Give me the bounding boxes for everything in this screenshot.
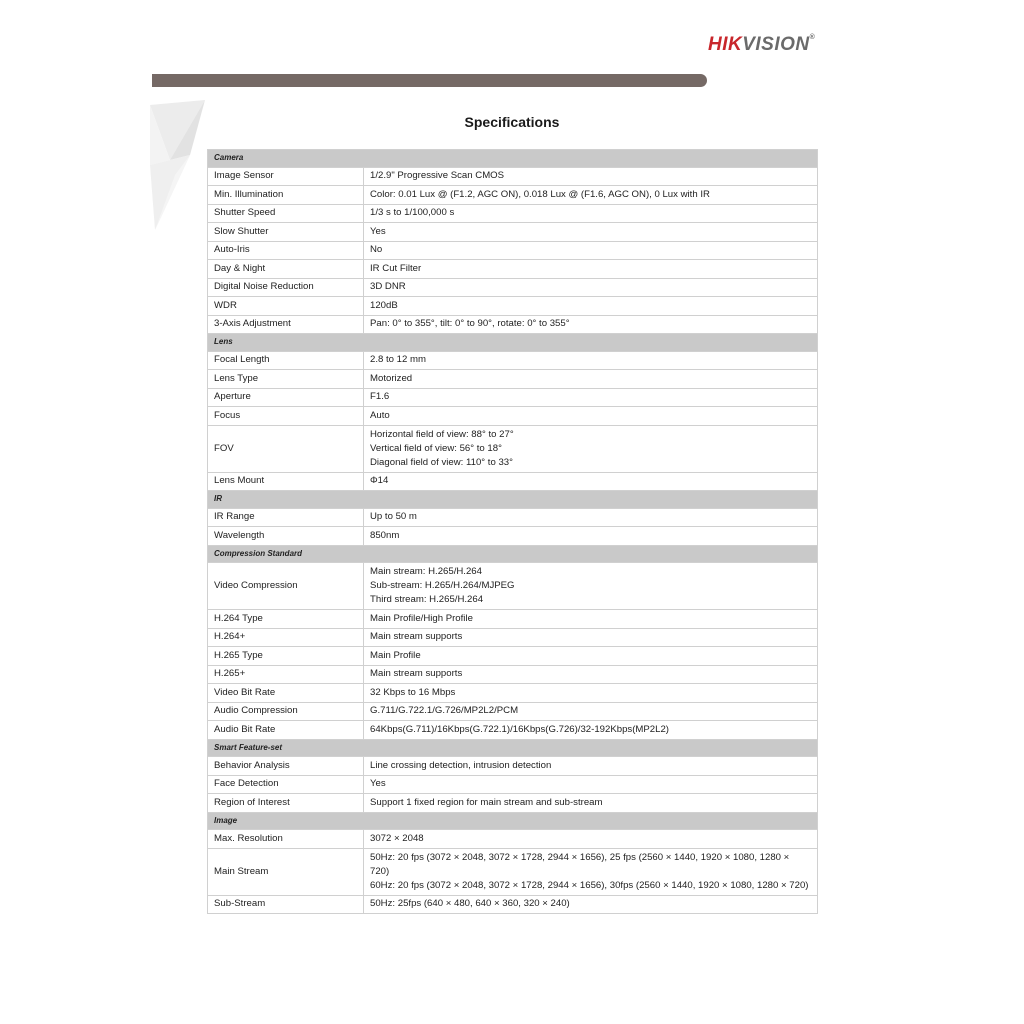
section-header [208,491,818,509]
spec-key: Region of Interest [208,794,364,813]
section-header [208,739,818,757]
spec-key: Behavior Analysis [208,757,364,776]
spec-value-line: Yes [370,778,386,790]
section-title: Lens [208,334,818,352]
spec-value [364,508,818,527]
section-title: Image [208,812,818,830]
spec-value-line: IR Cut Filter [370,262,422,274]
table-row [208,508,818,527]
spec-value [364,388,818,407]
spec-value [364,830,818,849]
spec-value [364,407,818,426]
spec-value-line: 50Hz: 25fps (640 × 480, 640 × 360, 320 × 240) [370,898,570,910]
table-row [208,527,818,546]
spec-value-line: Pan: 0° to 355°, tilt: 0° to 90°, rotate: 0° to 355° [370,318,570,330]
spec-key: Min. Illumination [208,186,364,205]
registered-mark: ® [809,34,816,41]
table-row [208,351,818,370]
spec-value-line: F1.6 [370,391,390,403]
spec-key: Video Bit Rate [208,684,364,703]
spec-value-line: Sub-stream: H.265/H.264/MJPEG [370,580,515,591]
table-row [208,848,818,895]
table-row [208,665,818,684]
spec-key: Auto-Iris [208,241,364,260]
spec-value-line: Auto [370,409,390,421]
spec-value-line: 850nm [370,529,400,541]
table-row [208,167,818,186]
table-row [208,388,818,407]
spec-value [364,684,818,703]
spec-value-line: Main stream supports [370,668,463,680]
page-title: Specifications [464,114,560,130]
section-title: Smart Feature-set [208,739,818,757]
specifications-table [207,149,818,914]
spec-value-line: Main Profile [370,649,421,661]
spec-value [364,527,818,546]
spec-key: 3-Axis Adjustment [208,315,364,334]
spec-value [364,223,818,242]
spec-key: Slow Shutter [208,223,364,242]
table-row [208,425,818,472]
table-row [208,721,818,740]
spec-key: Main Stream [208,848,364,895]
table-row [208,223,818,242]
spec-key: H.264+ [208,628,364,647]
table-row [208,702,818,721]
logo-part-gray: VISION [742,34,810,55]
section-header [208,545,818,563]
spec-value-line: Support 1 fixed region for main stream and sub-stream [370,796,603,808]
spec-value [364,895,818,914]
spec-key: Lens Type [208,370,364,389]
spec-value [364,721,818,740]
spec-key: FOV [208,425,364,472]
spec-key: H.265+ [208,665,364,684]
spec-value [364,794,818,813]
table-row [208,472,818,491]
spec-key: Aperture [208,388,364,407]
table-row [208,794,818,813]
spec-value [364,757,818,776]
spec-key: Max. Resolution [208,830,364,849]
table-row [208,610,818,629]
spec-value [364,204,818,223]
table-row [208,315,818,334]
spec-value-line: 1/2.9" Progressive Scan CMOS [370,170,505,182]
spec-value [364,628,818,647]
header-bar [152,74,707,87]
spec-value-line: 60Hz: 20 fps (3072 × 2048, 3072 × 1728, 2944 × 1656), 30fps (2560 × 1440, 1920 × 1080, 1280 × 720) [370,879,809,891]
spec-key: IR Range [208,508,364,527]
table-row [208,204,818,223]
table-row [208,563,818,610]
table-row [208,241,818,260]
spec-value-line: 64Kbps(G.711)/16Kbps(G.722.1)/16Kbps(G.726)/32-192Kbps(MP2L2) [370,723,669,735]
table-row [208,895,818,914]
spec-value [364,563,818,610]
spec-value [364,278,818,297]
spec-key: Audio Bit Rate [208,721,364,740]
spec-value [364,425,818,472]
table-row [208,757,818,776]
spec-key: Image Sensor [208,167,364,186]
spec-value [364,775,818,794]
spec-key: Video Compression [208,563,364,610]
spec-value [364,351,818,370]
hikvision-logo [708,34,815,56]
spec-value-line: Up to 50 m [370,511,417,523]
spec-value [364,370,818,389]
spec-key: Sub-Stream [208,895,364,914]
spec-value-line: Horizontal field of view: 88° to 27° [370,428,514,440]
spec-value-line: 3072 × 2048 [370,832,424,844]
section-title: IR [208,491,818,509]
spec-key: H.265 Type [208,647,364,666]
logo-part-red: HIK [708,34,743,55]
spec-value [364,472,818,491]
spec-value [364,260,818,279]
spec-value-line: Third stream: H.265/H.264 [370,594,484,605]
spec-value-line: Vertical field of view: 56° to 18° [370,442,502,454]
spec-value [364,167,818,186]
section-header [208,150,818,168]
section-header [208,812,818,830]
spec-value [364,610,818,629]
spec-value [364,241,818,260]
spec-value-line: No [370,244,383,256]
spec-value [364,186,818,205]
table-row [208,407,818,426]
spec-value-line: 1/3 s to 1/100,000 s [370,207,455,219]
table-row [208,775,818,794]
spec-value-line: 32 Kbps to 16 Mbps [370,686,456,698]
spec-value [364,848,818,895]
spec-key: Focal Length [208,351,364,370]
spec-key: Lens Mount [208,472,364,491]
spec-key: Shutter Speed [208,204,364,223]
table-row [208,830,818,849]
spec-value-line: Yes [370,225,386,237]
spec-value-line: 2.8 to 12 mm [370,354,426,366]
spec-value-line: 3D DNR [370,281,406,293]
section-title: Compression Standard [208,545,818,563]
table-row [208,647,818,666]
table-row [208,370,818,389]
spec-value-line: 120dB [370,299,398,311]
spec-key: Wavelength [208,527,364,546]
spec-value-line: Line crossing detection, intrusion detection [370,759,552,771]
spec-value-line: Color: 0.01 Lux @ (F1.2, AGC ON), 0.018 Lux @ (F1.6, AGC ON), 0 Lux with IR [370,188,710,200]
spec-key: Digital Noise Reduction [208,278,364,297]
spec-value [364,315,818,334]
section-title: Camera [208,150,818,168]
spec-value-line: Main Profile/High Profile [370,612,473,624]
spec-value [364,297,818,316]
table-row [208,628,818,647]
table-row [208,260,818,279]
table-row [208,684,818,703]
spec-value-line: Main stream: H.265/H.264 [370,566,482,577]
spec-value [364,665,818,684]
table-row [208,297,818,316]
spec-value [364,647,818,666]
spec-value-line: Motorized [370,372,413,384]
spec-key: Focus [208,407,364,426]
spec-value-line: Diagonal field of view: 110° to 33° [370,456,513,468]
spec-value-line: G.711/G.722.1/G.726/MP2L2/PCM [370,705,519,717]
spec-key: Day & Night [208,260,364,279]
table-row [208,278,818,297]
spec-key: Face Detection [208,775,364,794]
spec-key: H.264 Type [208,610,364,629]
spec-key: WDR [208,297,364,316]
spec-value-line: Main stream supports [370,631,463,643]
section-header [208,334,818,352]
spec-value-line: Φ14 [370,475,389,487]
spec-key: Audio Compression [208,702,364,721]
spec-value [364,702,818,721]
spec-value-line: 50Hz: 20 fps (3072 × 2048, 3072 × 1728, 2944 × 1656), 25 fps (2560 × 1440, 1920 × 1080, 1280 × 720) [370,851,790,877]
table-row [208,186,818,205]
